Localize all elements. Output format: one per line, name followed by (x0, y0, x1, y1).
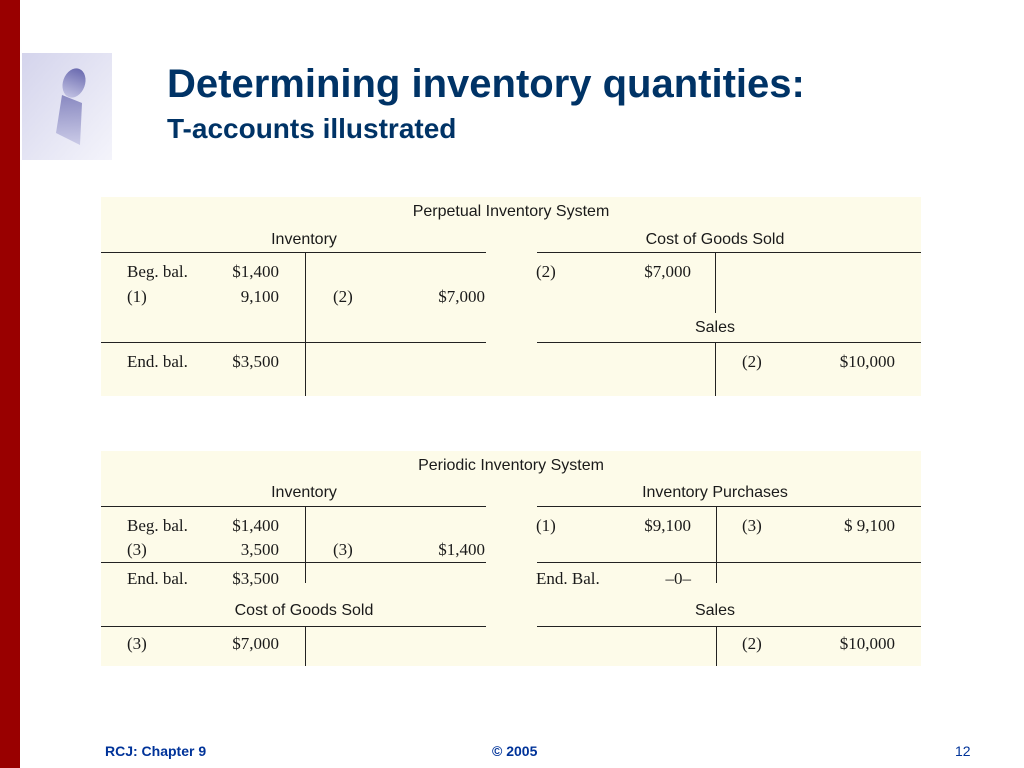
periodic-cogs-debit-value: $7,000 (232, 634, 279, 653)
inventory-credit-label: (2) (333, 287, 353, 306)
perpetual-inventory-divider (305, 253, 306, 396)
slide-title: Determining inventory quantities: (167, 62, 805, 106)
periodic-inventory-credit-value: $1,400 (438, 540, 485, 559)
periodic-sales-rule (537, 626, 921, 627)
periodic-sales-title: Sales (694, 602, 736, 619)
inventory-end-value: $3,500 (232, 352, 279, 371)
purchases-credit-label: (3) (742, 516, 762, 535)
perpetual-sales-rule (537, 342, 921, 343)
perpetual-heading: Perpetual Inventory System (412, 203, 610, 220)
slide-subtitle: T-accounts illustrated (167, 113, 457, 144)
inventory-end-label: End. bal. (127, 352, 188, 371)
perpetual-cogs-title: Cost of Goods Sold (645, 231, 785, 248)
periodic-inventory-r1-value: 3,500 (240, 540, 279, 559)
sales-credit-label: (2) (742, 352, 762, 371)
inventory-r1-label: (1) (127, 287, 147, 306)
page-number: 12 (955, 743, 971, 759)
periodic-purchases-end-rule (537, 562, 921, 563)
periodic-inventory-end-label: End. bal. (127, 569, 188, 588)
perpetual-inventory-rule (101, 252, 486, 253)
perpetual-sales-divider (715, 343, 716, 396)
perpetual-cogs-divider (715, 253, 716, 313)
cogs-debit-value: $7,000 (644, 262, 691, 281)
perpetual-cogs-rule (537, 252, 921, 253)
perpetual-sales-title: Sales (694, 319, 736, 336)
periodic-inventory-beg-label: Beg. bal. (127, 516, 188, 535)
periodic-inventory-beg-value: $1,400 (232, 516, 279, 535)
footer-chapter: RCJ: Chapter 9 (105, 743, 207, 759)
inventory-beg-label: Beg. bal. (127, 262, 188, 281)
inventory-r1-value: 9,100 (240, 287, 279, 306)
purchases-end-value: –0– (665, 569, 691, 588)
purchases-credit-value: $ 9,100 (844, 516, 895, 535)
periodic-inventory-title: Inventory (271, 484, 337, 501)
footer-copyright: © 2005 (492, 743, 538, 759)
purchases-debit-value: $9,100 (644, 516, 691, 535)
periodic-sales-credit-label: (2) (742, 634, 762, 653)
periodic-inventory-divider (305, 507, 306, 583)
periodic-heading: Periodic Inventory System (418, 457, 604, 474)
perpetual-inventory-end-rule (101, 342, 486, 343)
periodic-inventory-end-rule (101, 562, 486, 563)
inventory-credit-value: $7,000 (438, 287, 485, 306)
periodic-cogs-rule (101, 626, 486, 627)
inventory-beg-value: $1,400 (232, 262, 279, 281)
periodic-panel (101, 451, 921, 666)
perpetual-inventory-title: Inventory (271, 231, 337, 248)
periodic-sales-divider (716, 627, 717, 666)
periodic-inventory-r1-label: (3) (127, 540, 147, 559)
perpetual-panel (101, 197, 921, 396)
periodic-inventory-end-value: $3,500 (232, 569, 279, 588)
periodic-inventory-rule (101, 506, 486, 507)
sales-credit-value: $10,000 (839, 352, 895, 371)
periodic-sales-credit-value: $10,000 (839, 634, 895, 653)
purchases-end-label: End. Bal. (536, 569, 600, 588)
cogs-debit-label: (2) (536, 262, 556, 281)
purchases-debit-label: (1) (536, 516, 556, 535)
periodic-purchases-title: Inventory Purchases (642, 484, 788, 501)
periodic-cogs-debit-label: (3) (127, 634, 147, 653)
periodic-cogs-divider (305, 627, 306, 666)
periodic-cogs-title: Cost of Goods Sold (234, 602, 374, 619)
accent-bar (0, 0, 20, 768)
periodic-purchases-divider (716, 507, 717, 583)
periodic-inventory-credit-label: (3) (333, 540, 353, 559)
keyhole-logo-icon (22, 53, 112, 160)
periodic-purchases-rule (537, 506, 921, 507)
